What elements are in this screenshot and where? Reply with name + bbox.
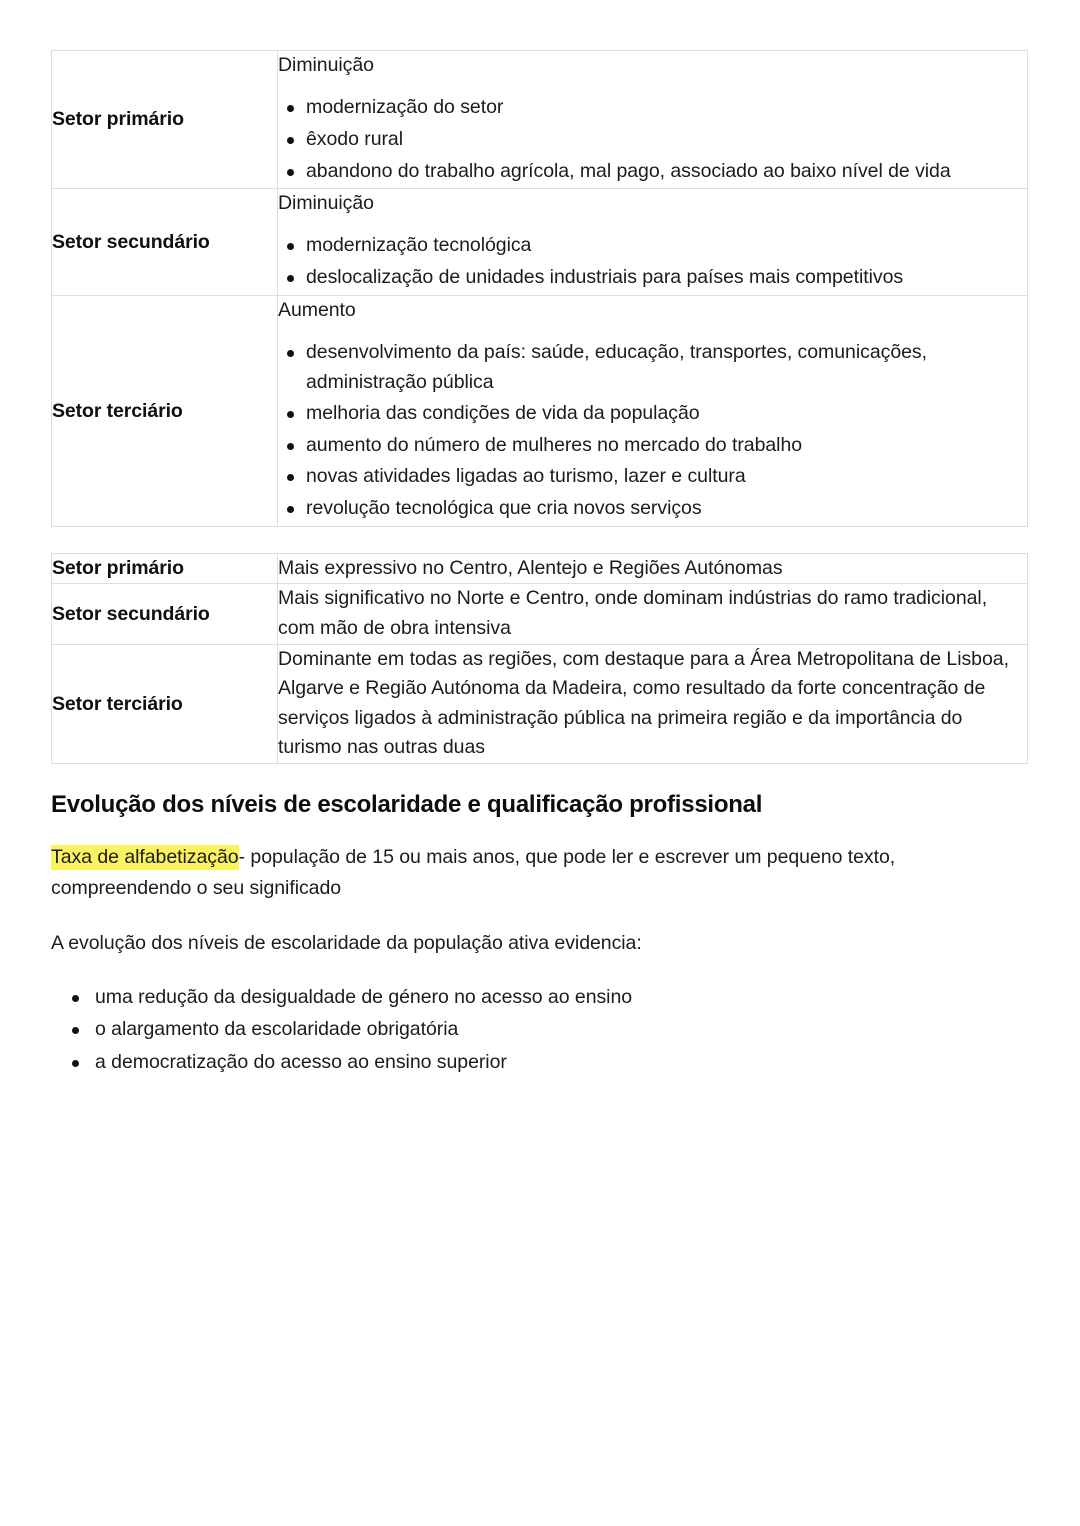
row-content-setor-secundario [278, 189, 1028, 296]
table-row [52, 584, 1028, 644]
cell-bullet-list [278, 93, 1027, 186]
list-item: modernização tecnológica [278, 231, 1027, 261]
definition-rest: - população de 15 ou mais anos, que pode ler e escrever um pequeno texto, compreendendo o seu significado [51, 846, 896, 900]
list-item: desenvolvimento da país: saúde, educação, transportes, comunicações, administração pública [278, 338, 1027, 397]
row-label-setor-secundario: Setor secundário [52, 189, 278, 296]
evidence-list [51, 983, 1028, 1078]
table-row [52, 51, 1028, 189]
table-setores-regioes [51, 553, 1028, 764]
cell-lead-text: Aumento [278, 298, 356, 321]
row-content-setor-secundario-regiao [278, 584, 1028, 644]
definition-paragraph [51, 842, 996, 904]
cell-bullet-list [278, 231, 1027, 292]
cell-text: Mais significativo no Norte e Centro, onde dominam indústrias do ramo tradicional, com mão de obra intensiva [278, 587, 988, 639]
row-label-setor-secundario-regiao: Setor secundário [52, 584, 278, 644]
list-item: modernização do setor [278, 93, 1027, 123]
row-label-setor-terciario-regiao: Setor terciário [52, 644, 278, 764]
cell-bullet-list [278, 338, 1027, 524]
cell-lead-text: Diminuição [278, 54, 374, 76]
table-setores-causas [51, 50, 1028, 527]
list-item: deslocalização de unidades industriais para países mais competitivos [278, 263, 1027, 293]
cell-lead-text: Diminuição [278, 192, 374, 215]
row-content-setor-primario [278, 51, 1028, 189]
intro-paragraph: A evolução dos níveis de escolaridade da população ativa evidencia: [51, 931, 642, 954]
list-item: abandono do trabalho agrícola, mal pago, associado ao baixo nível de vida [278, 157, 1027, 187]
highlighted-term: Taxa de alfabetização [51, 846, 239, 869]
row-content-setor-terciario-regiao [278, 644, 1028, 764]
table-row [52, 553, 1028, 584]
list-item: revolução tecnológica que cria novos serviços [278, 494, 1027, 524]
table-row [52, 189, 1028, 296]
table-row [52, 644, 1028, 764]
cell-text: Mais expressivo no Centro, Alentejo e Regiões Autónomas [278, 556, 783, 579]
list-item: a democratização do acesso ao ensino superior [51, 1048, 1028, 1078]
table-row [52, 295, 1028, 526]
row-content-setor-terciario [278, 295, 1028, 526]
page-title: Evolução dos níveis de escolaridade e qualificação profissional [51, 791, 763, 819]
row-label-setor-primario: Setor primário [52, 51, 278, 189]
row-content-setor-primario-regiao [278, 553, 1028, 584]
escolaridade-section [51, 789, 1028, 1077]
table-spacer [51, 527, 1028, 553]
cell-text: Dominante em todas as regiões, com destaque para a Área Metropolitana de Lisboa, Algarve e Região Autónoma da Madeira, como resultado da forte concentração de serviços ligados à administração pública na primeira região e da importância do turismo nas outras duas [278, 647, 1009, 759]
list-item: êxodo rural [278, 125, 1027, 155]
list-item: melhoria das condições de vida da população [278, 399, 1027, 429]
list-item: uma redução da desigualdade de género no acesso ao ensino [51, 983, 1028, 1013]
row-label-setor-terciario: Setor terciário [52, 295, 278, 526]
list-item: aumento do número de mulheres no mercado do trabalho [278, 431, 1027, 461]
row-label-setor-primario-regiao: Setor primário [52, 553, 278, 584]
list-item: novas atividades ligadas ao turismo, lazer e cultura [278, 462, 1027, 492]
list-item: o alargamento da escolaridade obrigatória [51, 1015, 1028, 1045]
